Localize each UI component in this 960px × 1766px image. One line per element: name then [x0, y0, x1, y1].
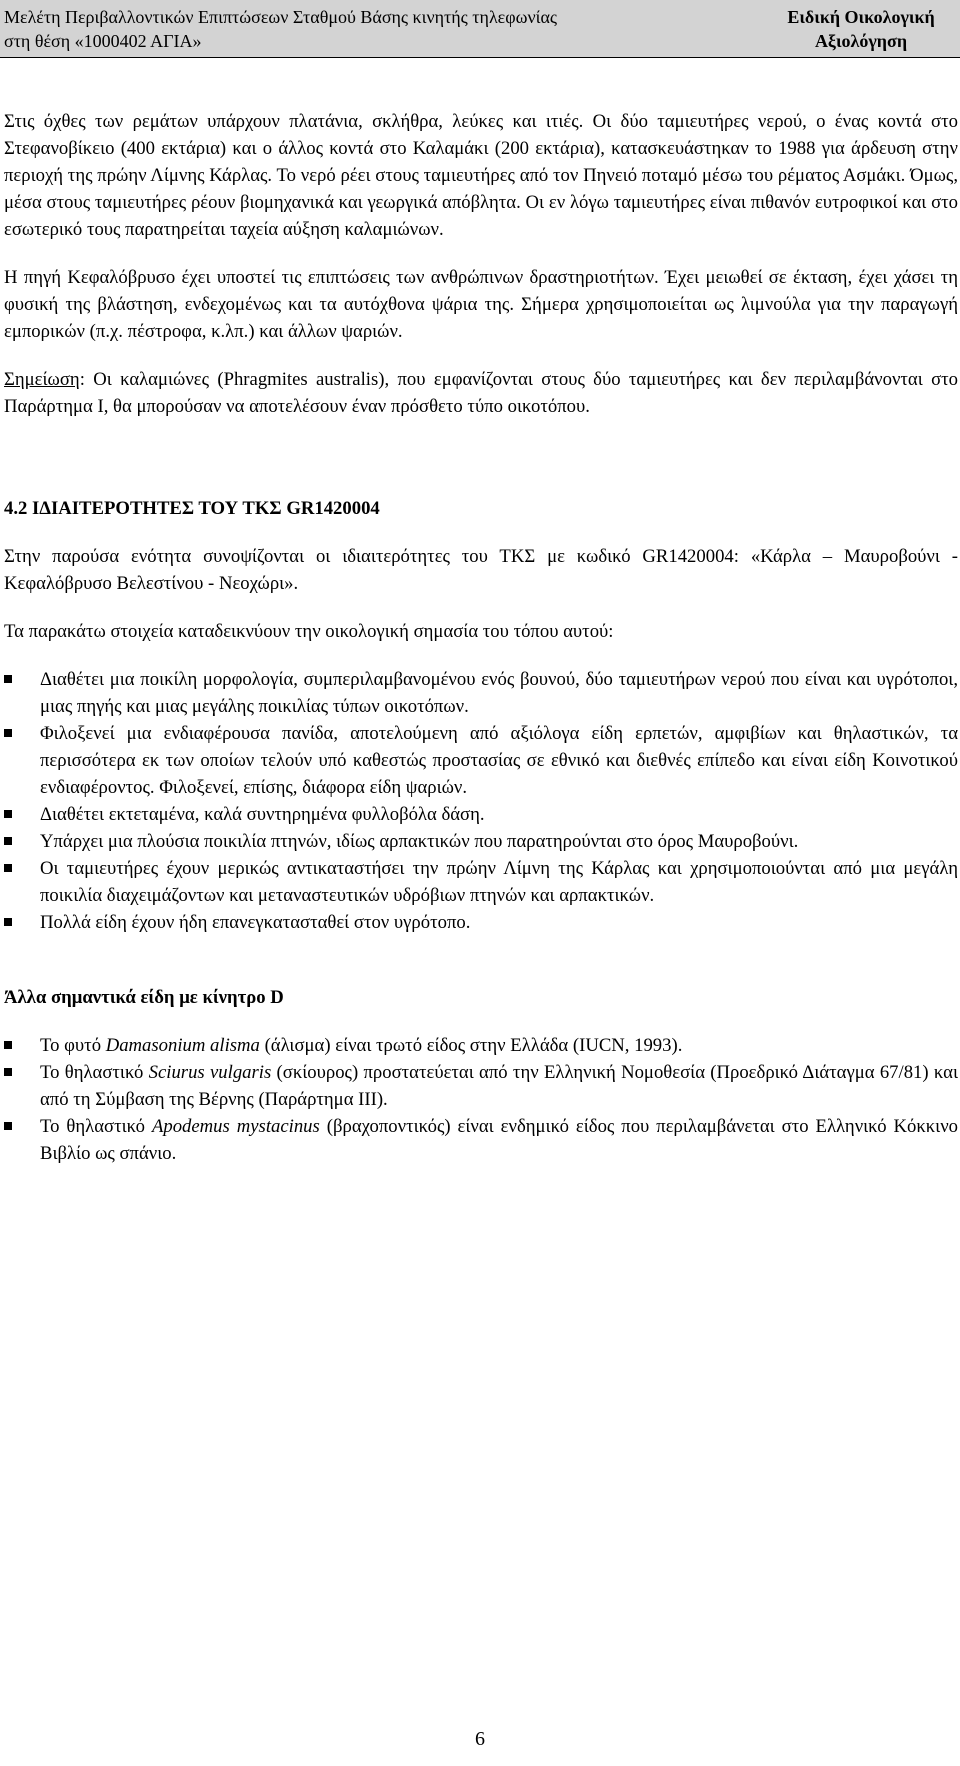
list-item: Υπάρχει μια πλούσια ποικιλία πτηνών, ιδίως αρπακτικών που παρατηρούνται στο όρος Μαυροβούνι. — [4, 828, 958, 855]
list-item: Φιλοξενεί μια ενδιαφέρουσα πανίδα, αποτελούμενη από αξιόλογα είδη ερπετών, αμφιβίων και θηλαστικών, τα περισσότερα εκ των οποίων τελούν υπό καθεστώς προστασίας σε εθνικό και διεθνές επίπεδο και είναι είδη Κοινοτικού ενδιαφέροντος. Φιλοξενεί, επίσης, διάφορα είδη ψαριών. — [4, 720, 958, 801]
list-item: Πολλά είδη έχουν ήδη επανεγκατασταθεί στον υγρότοπο. — [4, 909, 958, 936]
square-bullet-icon — [4, 1068, 12, 1076]
list-item: Οι ταμιευτήρες έχουν μερικώς αντικαταστήσει την πρώην Λίμνη της Κάρλας και χρησιμοποιούνται από μια μεγάλη ποικιλία διαχειμάζοντων και μεταναστευτικών υδρόβιων πτηνών και αρπακτικών. — [4, 855, 958, 909]
square-bullet-icon — [4, 1041, 12, 1049]
page-number: 6 — [475, 1728, 485, 1750]
species-name: Damasonium alisma — [105, 1035, 260, 1056]
species-name: Sciurus vulgaris — [148, 1062, 272, 1083]
square-bullet-icon — [4, 864, 12, 872]
section-intro: Στην παρούσα ενότητα συνοψίζονται οι ιδιαιτερότητες του ΤΚΣ με κωδικό GR1420004: «Κάρλα – Μαυροβούνι - Κεφαλόβρυσο Βελεστίνου - Νεοχώρι». — [4, 546, 958, 594]
page-header — [0, 0, 960, 58]
square-bullet-icon — [4, 918, 12, 926]
section-lead: Τα παρακάτω στοιχεία καταδεικνύουν την οικολογική σημασία του τόπου αυτού: — [4, 621, 614, 642]
square-bullet-icon — [4, 837, 12, 845]
header-title-line-1: Μελέτη Περιβαλλοντικών Επιπτώσεων Σταθμού Βάσης κινητής τηλεφωνίας — [4, 7, 558, 27]
square-bullet-icon — [4, 729, 12, 737]
list-item: Το θηλαστικό Apodemus mystacinus (βραχοποντικός) είναι ενδημικό είδος που περιλαμβάνεται στο Ελληνικό Κόκκινο Βιβλίο ως σπάνιο. — [4, 1113, 958, 1167]
note-text: : Οι καλαμιώνες (Phragmites australis), που εμφανίζονται στους δύο ταμιευτήρες και δεν περιλαμβάνονται στο Παράρτημα Ι, θα μπορούσαν να αποτελέσουν έναν πρόσθετο τύπο οικοτόπου. — [4, 369, 958, 417]
header-section-label — [766, 5, 956, 53]
note-label: Σημείωση — [4, 369, 80, 390]
list-item: Διαθέτει μια ποικίλη μορφολογία, συμπεριλαμβανομένου ενός βουνού, δύο ταμιευτήρων νερού που είναι και υγρότοποι, μιας πηγής και μιας μεγάλης ποικιλίας τύπων οικοτόπων. — [4, 666, 958, 720]
paragraph-note — [4, 366, 958, 420]
section-heading-4-2: 4.2 ΙΔΙΑΙΤΕΡΟΤΗΤΕΣ ΤΟΥ ΤΚΣ GR1420004 — [4, 498, 380, 519]
species-heading: Άλλα σημαντικά είδη με κίνητρο D — [4, 987, 284, 1008]
square-bullet-icon — [4, 810, 12, 818]
header-section-line-1: Ειδική Οικολογική — [787, 7, 935, 27]
header-document-title — [4, 5, 704, 53]
page-body — [4, 108, 958, 1167]
species-name: Apodemus mystacinus — [151, 1116, 320, 1137]
list-item: Διαθέτει εκτεταμένα, καλά συντηρημένα φυλλοβόλα δάση. — [4, 801, 958, 828]
header-title-line-2: στη θέση «1000402 ΑΓΙΑ» — [4, 31, 202, 51]
list-item: Το φυτό Damasonium alisma (άλισμα) είναι τρωτό είδος στην Ελλάδα (IUCN, 1993). — [4, 1032, 958, 1059]
paragraph-kefalovryso: Η πηγή Κεφαλόβρυσο έχει υποστεί τις επιπτώσεις των ανθρώπινων δραστηριοτήτων. Έχει μειωθεί σε έκταση, έχει χάσει τη φυσική της βλάστηση, ενδεχομένως και τα αυτόχθονα ψάρια της. Σήμερα χρησιμοποιείται ως λιμνούλα για την παραγωγή εμπορικών (π.χ. πέστροφα, κ.λπ.) και άλλων ψαριών. — [4, 267, 958, 342]
list-item: Το θηλαστικό Sciurus vulgaris (σκίουρος) προστατεύεται από την Ελληνική Νομοθεσία (Προεδρικό Διάταγμα 67/81) και από τη Σύμβαση της Βέρνης (Παράρτημα ΙΙΙ). — [4, 1059, 958, 1113]
paragraph-reservoirs: Στις όχθες των ρεμάτων υπάρχουν πλατάνια, σκλήθρα, λεύκες και ιτιές. Οι δύο ταμιευτήρες νερού, ο ένας κοντά στο Στεφανοβίκειο (400 εκτάρια) και ο άλλος κοντά στο Καλαμάκι (200 εκτάρια), κατασκευάστηκαν το 1988 για άρδευση στην περιοχή της πρώην Λίμνης Κάρλας. Το νερό ρέει στους ταμιευτήρες από τον Πηνειό ποταμό μέσω του ρέματος Ασμάκι. Όμως, μέσα στους ταμιευτήρες ρέουν βιομηχανικά και γεωργικά απόβλητα. Οι εν λόγω ταμιευτήρες είναι πιθανόν ευτροφικοί και στο εσωτερικό τους παρατηρείται ταχεία αύξηση καλαμιώνων. — [4, 111, 958, 240]
header-section-line-2: Αξιολόγηση — [814, 31, 908, 51]
square-bullet-icon — [4, 1122, 12, 1130]
square-bullet-icon — [4, 675, 12, 683]
important-species-list — [4, 1032, 958, 1167]
ecological-importance-list — [4, 666, 958, 936]
